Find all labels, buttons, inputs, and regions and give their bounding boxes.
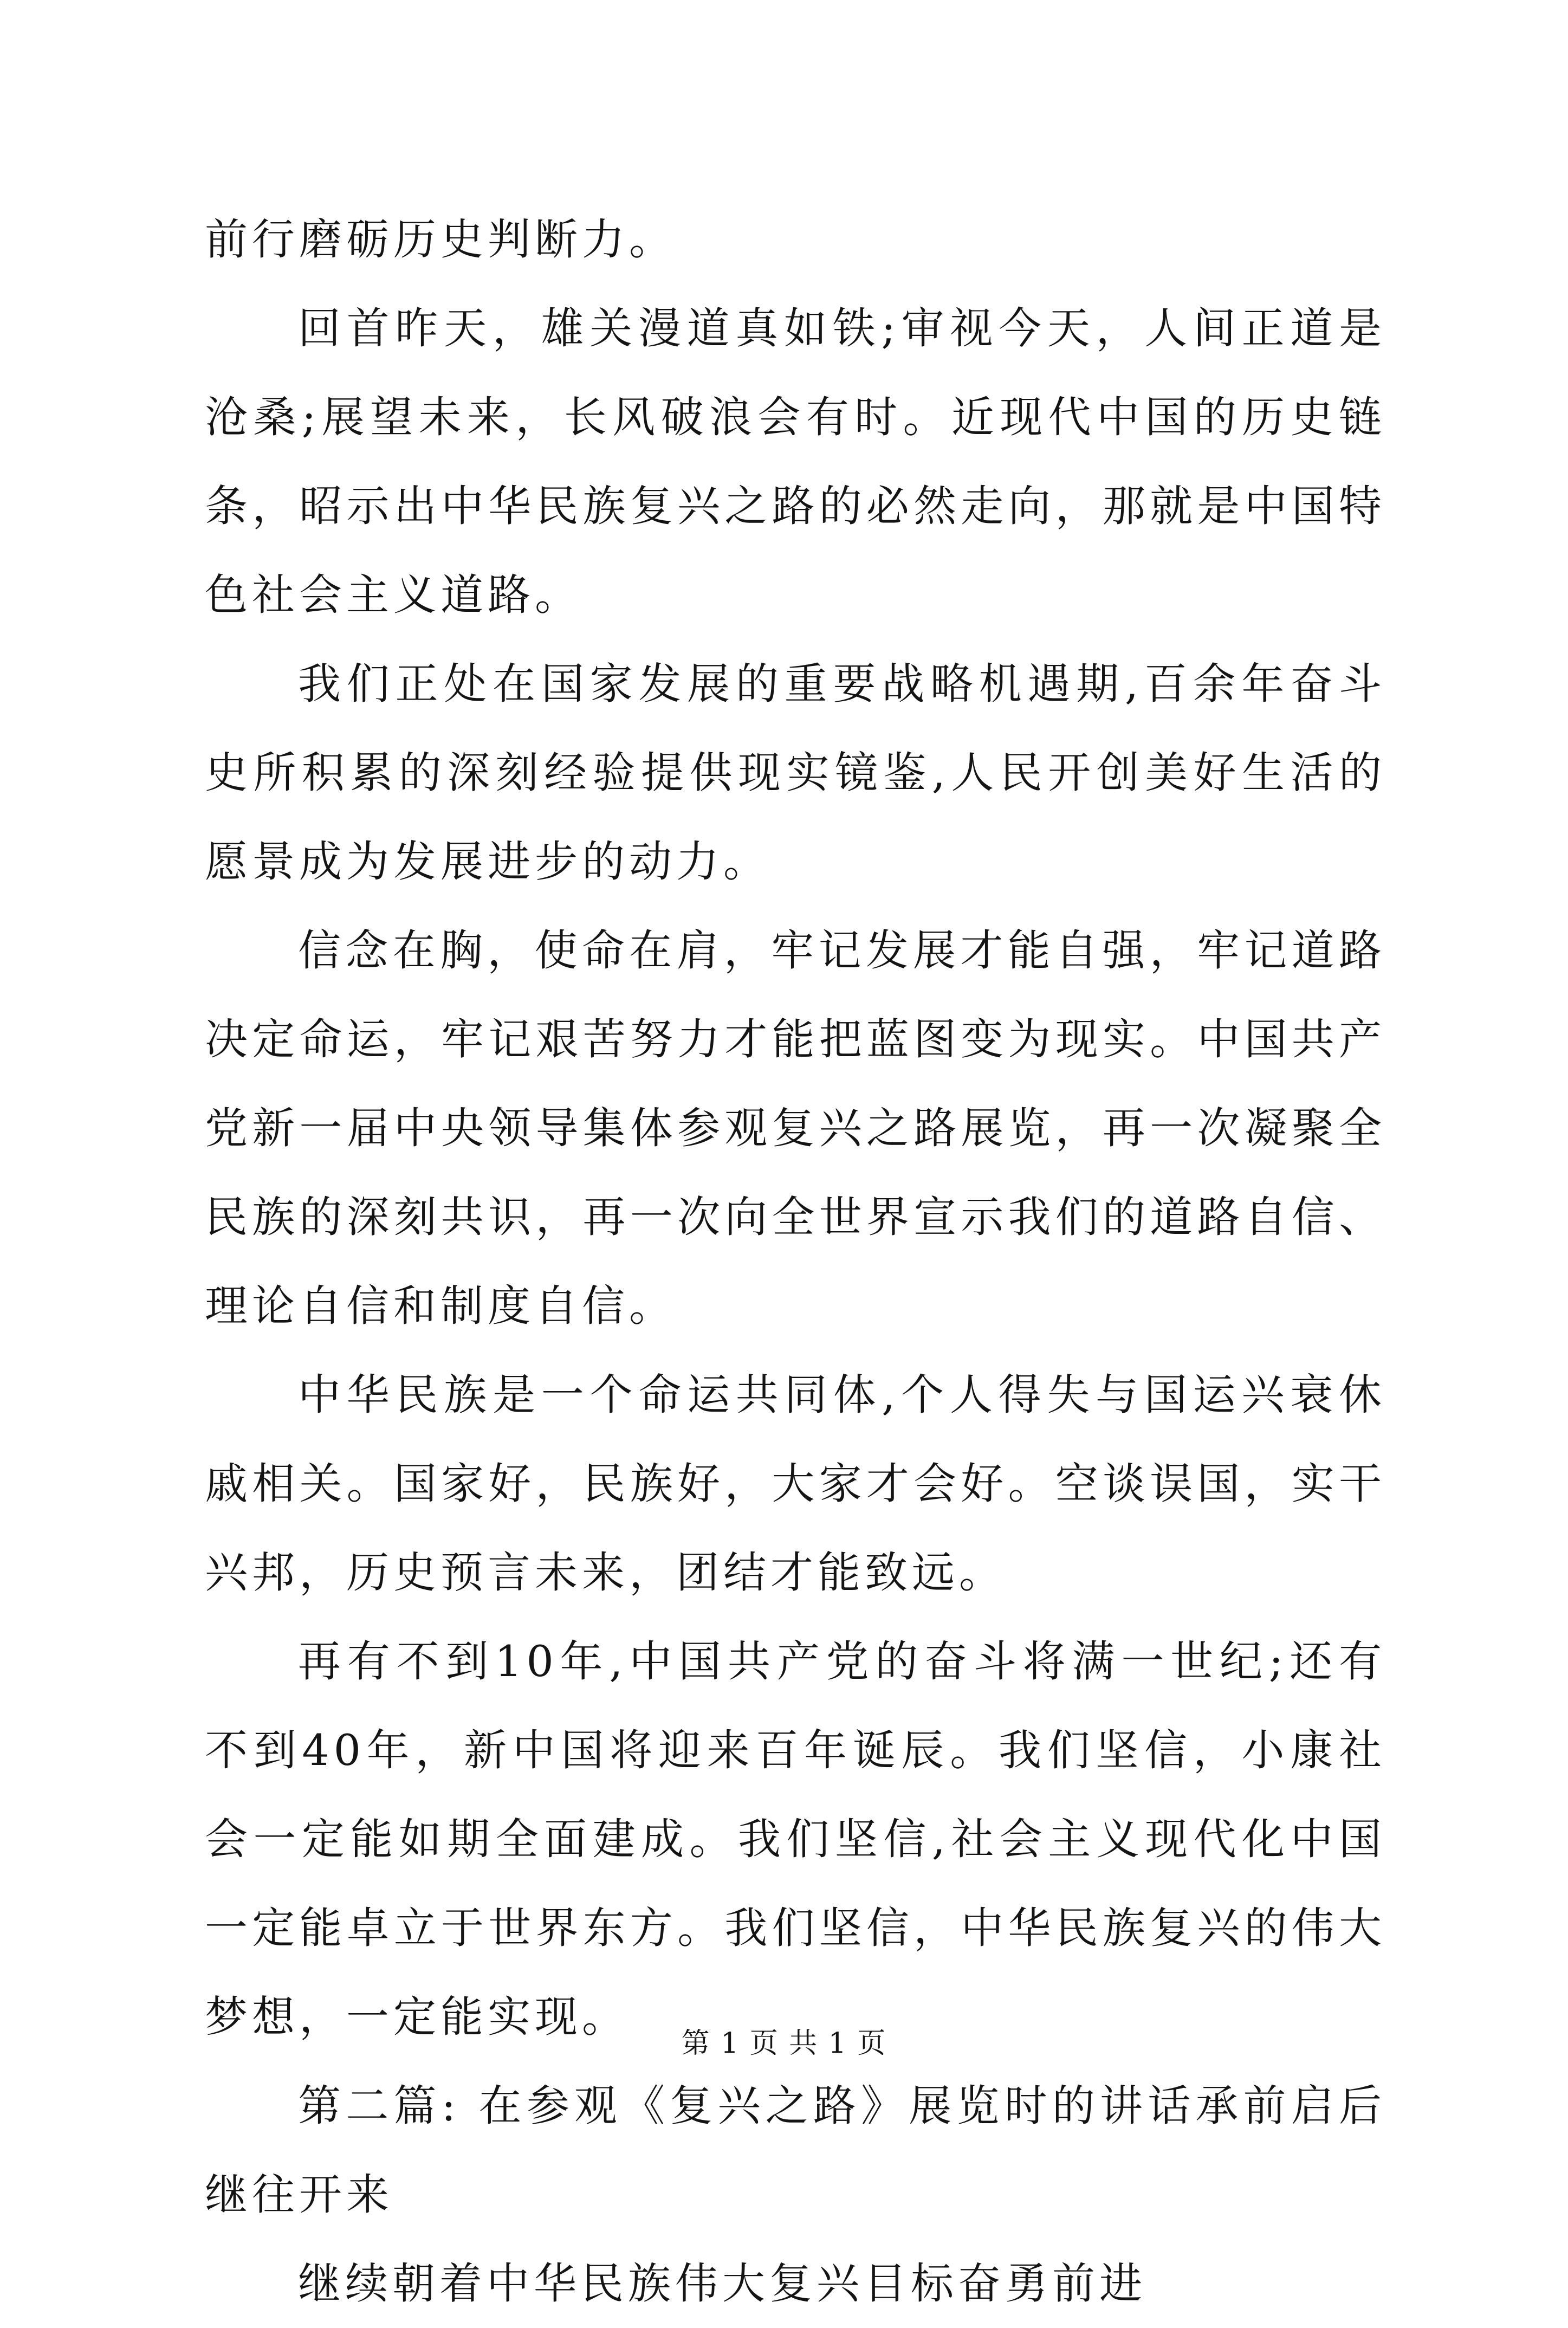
page-footer: 第 1 页 共 1 页 <box>681 2027 887 2060</box>
paragraph-continued: 前行磨砺历史判断力。 <box>205 215 676 264</box>
paragraph: 我们正处在国家发展的重要战略机遇期,百余年奋斗史所积累的深刻经验提供现实镜鉴,人民开创美好生活的愿景成为发展进步的动力。 <box>205 659 1386 887</box>
paragraph: 信念在胸，使命在肩，牢记发展才能自强，牢记道路决定命运，牢记艰苦努力才能把蓝图变为现实。中国共产党新一届中央领导集体参观复兴之路展览，再一次凝聚全民族的深刻共识，再一次向全世界宣示我们的道路自信、理论自信和制度自信。 <box>205 926 1386 1331</box>
paragraph: 回首昨天，雄关漫道真如铁;审视今天，人间正道是沧桑;展望未来，长风破浪会有时。近现代中国的历史链条，昭示出中华民族复兴之路的必然走向，那就是中国特色社会主义道路。 <box>205 303 1386 620</box>
document-body <box>205 195 1386 2328</box>
paragraph: 中华民族是一个命运共同体,个人得失与国运兴衰休戚相关。国家好，民族好，大家才会好。空谈误国，实干兴邦，历史预言未来，团结才能致远。 <box>205 1370 1386 1598</box>
section-subtitle: 继续朝着中华民族伟大复兴目标奋勇前进 <box>298 2259 1146 2308</box>
section-heading: 第二篇: 在参观《复兴之路》展览时的讲话承前启后继往开来 <box>205 2081 1386 2220</box>
paragraph: 再有不到10年,中国共产党的奋斗将满一世纪;还有不到40年，新中国将迎来百年诞辰。我们坚信，小康社会一定能如期全面建成。我们坚信,社会主义现代化中国一定能卓立于世界东方。我们坚信，中华民族复兴的伟大梦想，一定能实现。 <box>205 1637 1386 2042</box>
